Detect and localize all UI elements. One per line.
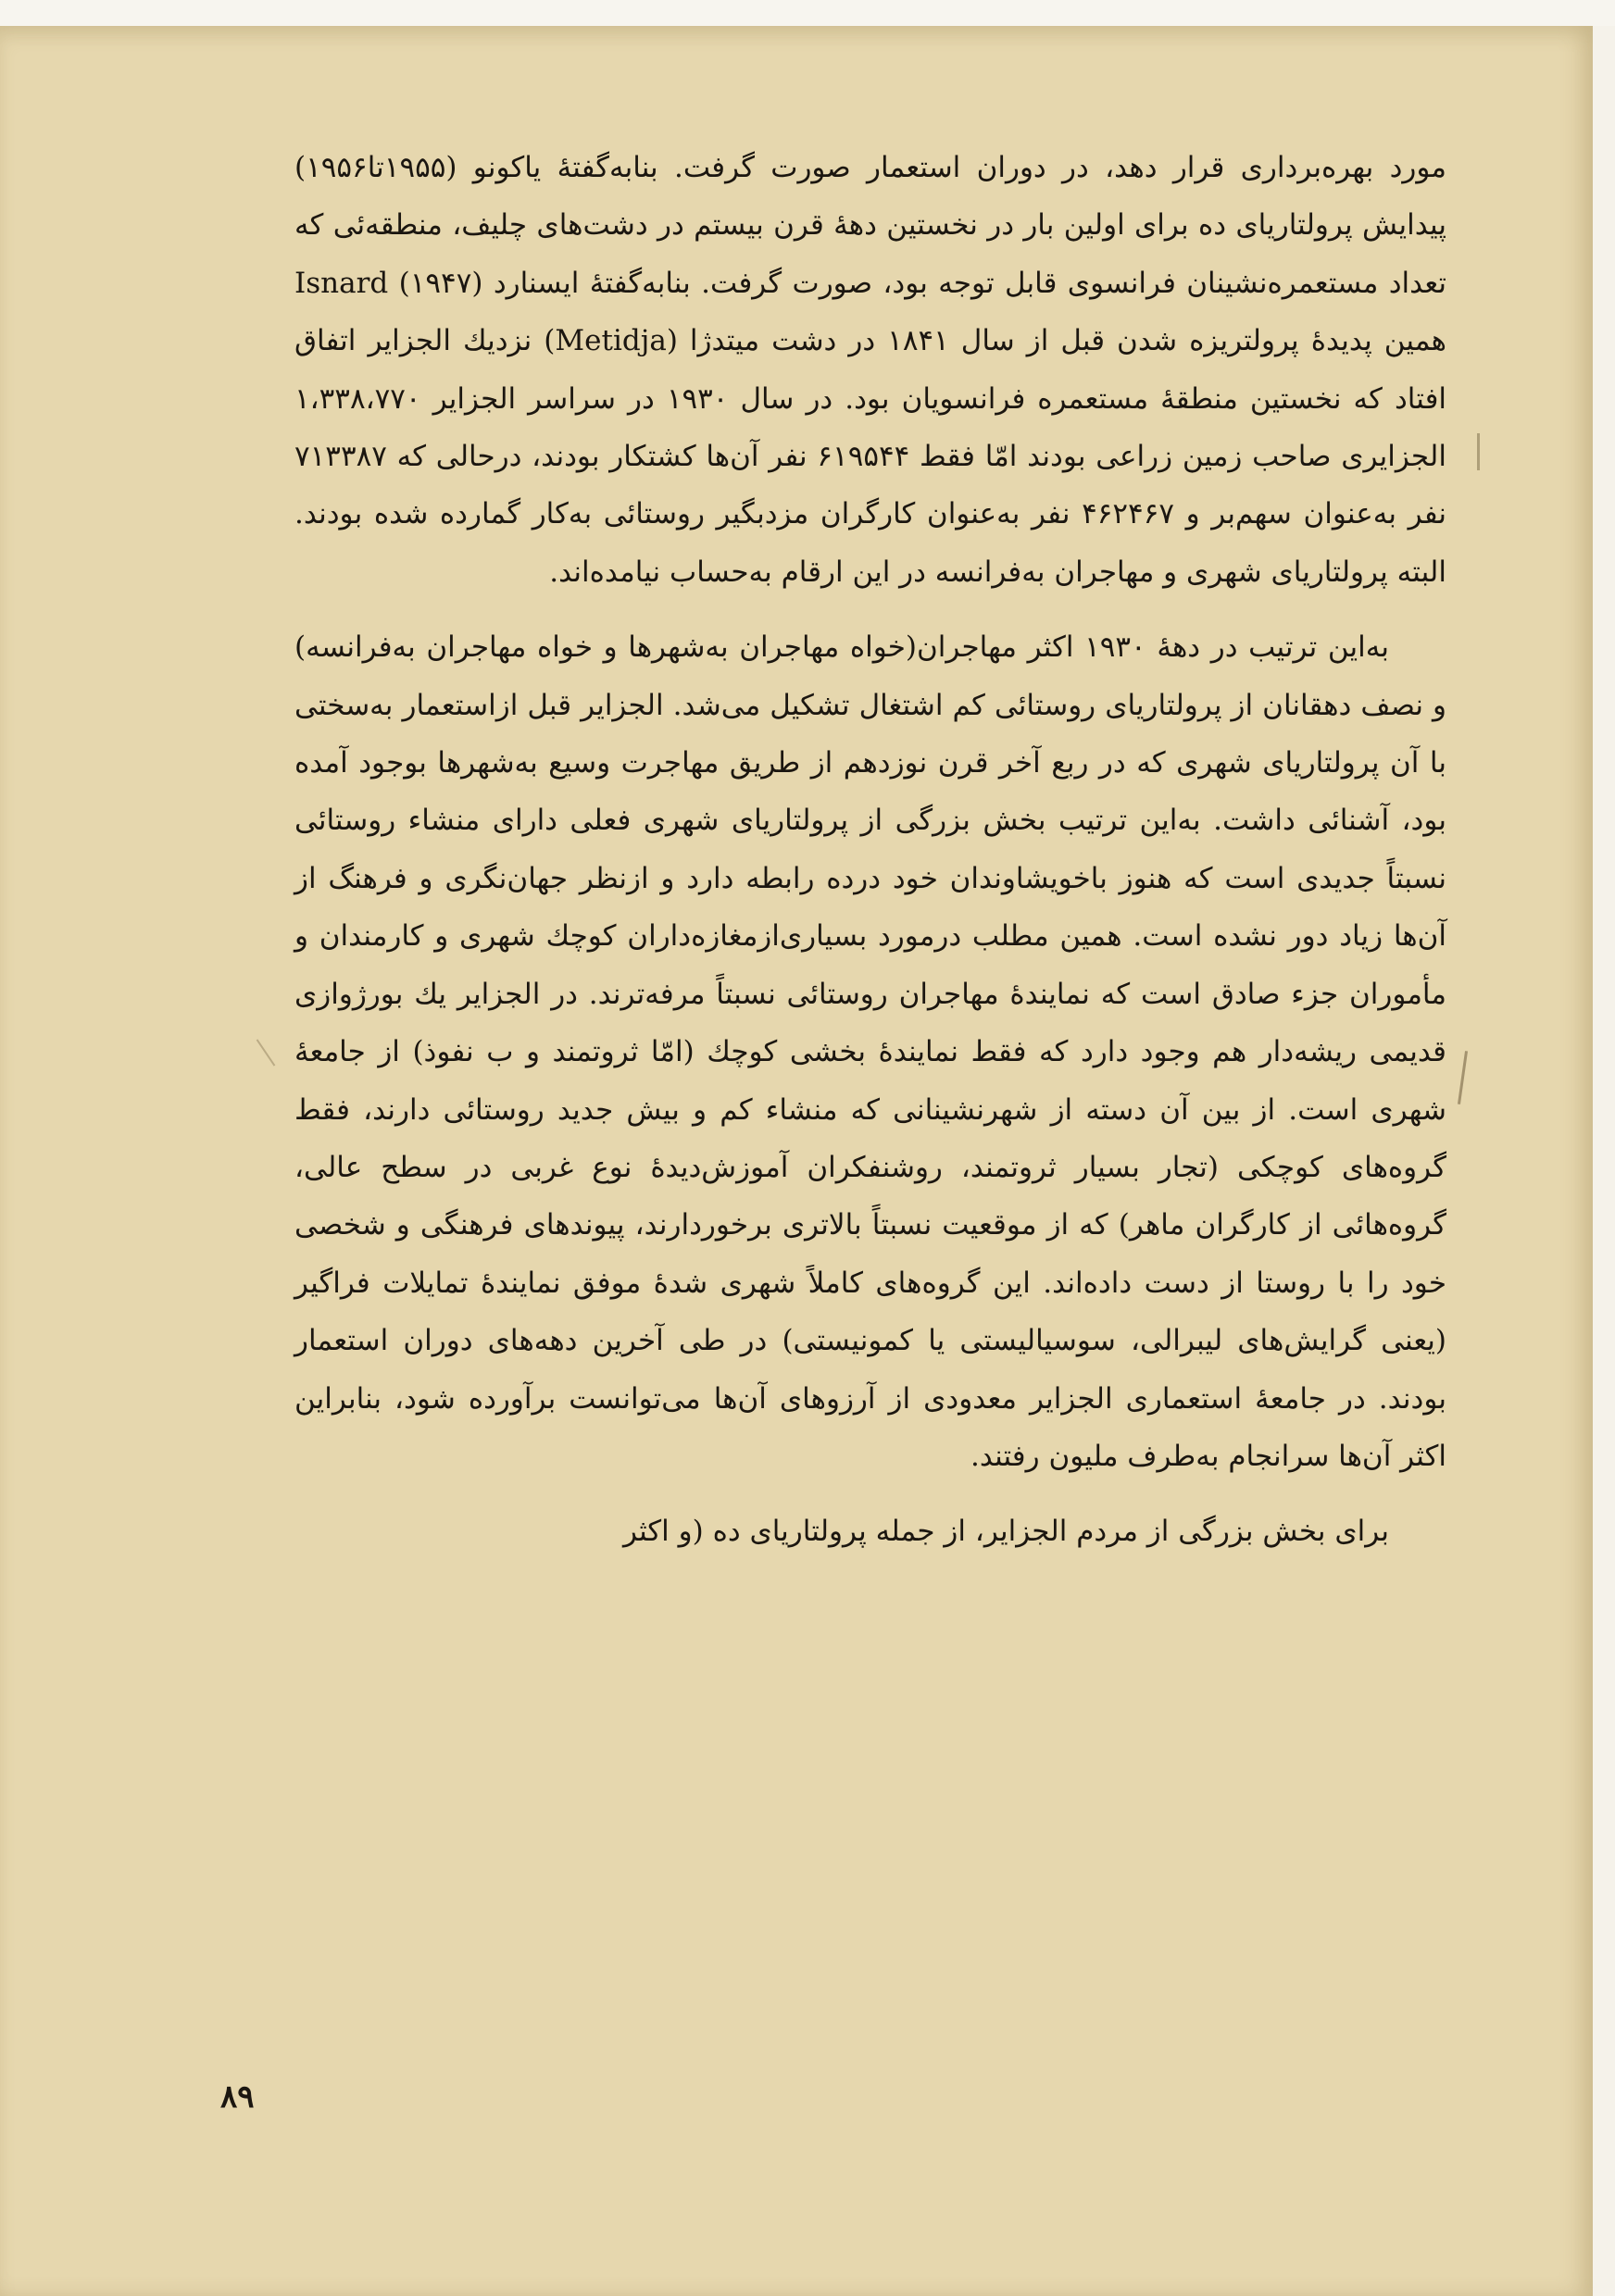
scan-top-border [0,0,1615,26]
paragraph-3: برای بخش بزرگی از مردم الجزایر، از جمله پرولتاریای ده (و اکثر [622,1515,1389,1549]
margin-pencil-mark-2 [1477,433,1480,470]
paragraph-1: مورد بهره‌برداری قرار دهد، در دوران استعمار صورت گرفت. بنابه‌گفتهٔ یاکونو (۱۹۵۵تا۱۹۵۶) پیدایش پرولتاریای ده برای اولین بار در نخستین دهۀ قرن بیستم در دشت‌های چلیف، منطقه‌ئی که تعداد مستعمره‌نشینان فرانسوی قابل توجه بود، صورت گرفت. بنابه‌گفتهٔ ایسنارد Isnard (۱۹۴۷) همین پدیدهٔ پرولتریزه شدن قبل از سال ۱۸۴۱ در دشت میتدژا (Metidja) نزدیك الجزایر اتفاق افتاد که نخستین منطقهٔ مستعمره فرانسویان بود. در سال ۱۹۳۰ در سراسر الجزایر ۱،۳۳۸،۷۷۰ الجزایری صاحب زمین زراعی بودند امّا فقط ۶۱۹۵۴۴ نفر آن‌ها کشتکار بودند، درحالی که ۷۱۳۳۸۷ نفر به‌عنوان سهم‌بر و ۴۶۲۴۶۷ نفر به‌عنوان کارگران مزدبگیر روستائی به‌کار گمارده شده بودند. البته پرولتاریای شهری و مهاجران به‌فرانسه در این ارقام به‌حساب نیامده‌اند. [294,151,1447,589]
body-text [294,139,1446,1561]
page-number: ۸۹ [220,2078,255,2115]
scan-right-border [1593,26,1615,2296]
paragraph-2: به‌این ترتیب در دهۀ ۱۹۳۰ اکثر مهاجران(خواه مهاجران به‌شهرها و خواه مهاجران به‌فرانسه) و نصف دهقانان از پرولتاریای روستائی کم اشتغال تشکیل می‌شد. الجزایر قبل ازاستعمار به‌سختی با آن پرولتاریای شهری که در ربع آخر قرن نوزدهم از طریق مهاجرت وسیع به‌شهرها بوجود آمده بود، آشنائی داشت. به‌این ترتیب بخش بزرگی از پرولتاریای شهری فعلی دارای منشاء روستائی نسبتاً جدیدی است که هنوز باخویشاوندان خود درده رابطه دارد و ازنظر جهان‌نگری و فرهنگ از آن‌ها زیاد دور نشده است. همین مطلب درمورد بسیاری‌ازمغازه‌داران کوچك شهری و کارمندان و مأموران جزء صادق است که نمایندهٔ مهاجران روستائی نسبتاً مرفه‌ترند. در الجزایر یك بورژوازی قدیمی ریشه‌دار هم وجود دارد که فقط نمایندهٔ بخشی کوچك (امّا ثروتمند و ب نفوذ) از جامعهٔ شهری است. از بین آن دسته از شهرنشینانی که منشاء کم و بیش جدید روستائی دارند، فقط گروه‌های کوچکی (تجار بسیار ثروتمند، روشنفکران آموزش‌دیدهٔ نوع غربی در سطح عالی، گروه‌هائی از کارگران ماهر) که از موقعیت نسبتاً بالاتری برخوردارند، پیوندهای فرهنگی و شخصی خود را با روستا از دست داده‌اند. این گروه‌های کاملاً شهری شدهٔ موفق نمایندهٔ تمایلات فراگیر (یعنی گرایش‌های لیبرالی، سوسیالیستی یا کمونیستی) در طی آخرین دهه‌های دوران استعمار بودند. در جامعهٔ استعماری الجزایر معدودی از آرزوهای آن‌ها می‌توانست برآورده شود، بنابراین اکثر آن‌ها سرانجام به‌طرف ملیون رفتند. [294,630,1446,1473]
